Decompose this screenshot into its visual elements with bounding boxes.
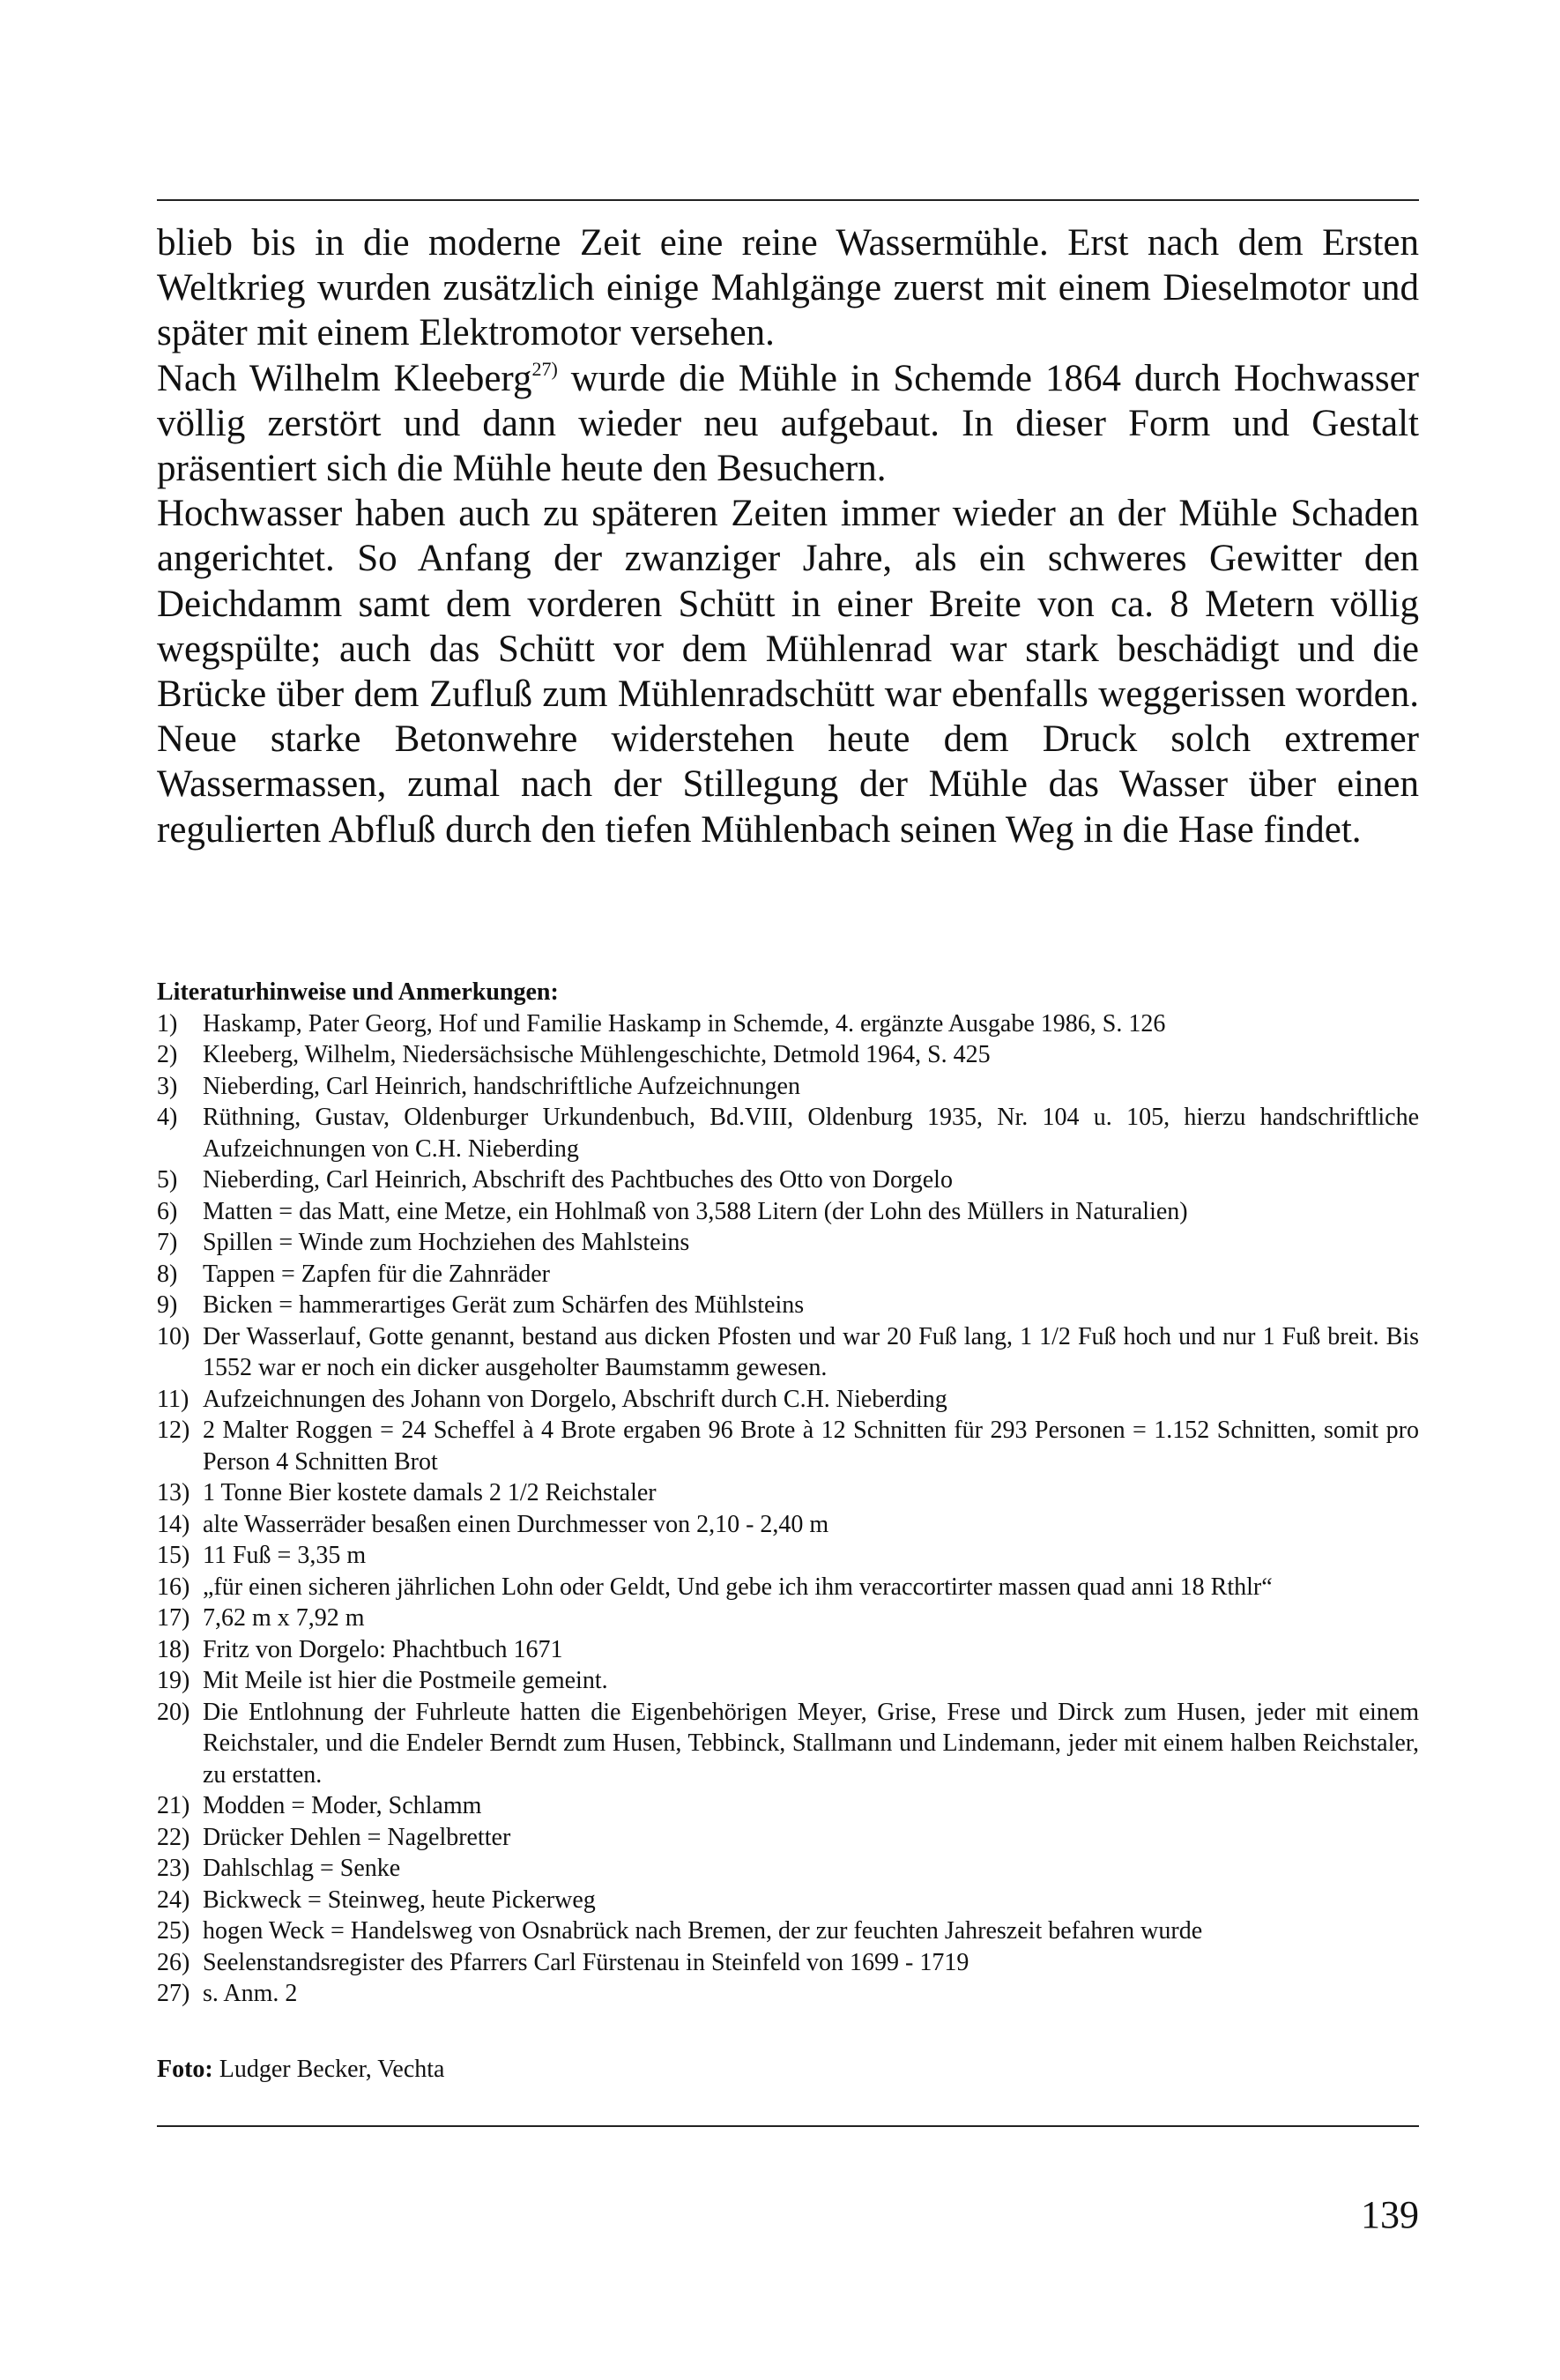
reference-item [157, 1822, 1419, 1854]
top-rule [157, 199, 1419, 201]
reference-text: Haskamp, Pater Georg, Hof und Familie Haskamp in Schemde, 4. ergänzte Ausgabe 1986, S. 126 [203, 1009, 1166, 1038]
reference-item [157, 1196, 1419, 1228]
reference-text: Nieberding, Carl Heinrich, handschriftliche Aufzeichnungen [203, 1072, 800, 1100]
reference-item [157, 1477, 1419, 1509]
reference-item [157, 1665, 1419, 1697]
reference-text: Die Entlohnung der Fuhrleute hatten die Eigenbehörigen Meyer, Grise, Frese und Dirck zum Husen, jeder mit einem Reichstaler, und die Endeler Berndt zum Husen, Tebbinck, Stallmann und Lindemann, jeder mit einem halben Reichstaler, zu erstatten. [203, 1698, 1419, 1789]
reference-text: 2 Malter Roggen = 24 Scheffel à 4 Brote ergaben 96 Brote à 12 Schnitten für 293 Personen = 1.152 Schnitten, somit pro Person 4 Schnitten Brot [203, 1417, 1419, 1476]
references-section [157, 977, 1419, 2010]
reference-text: Drücker Dehlen = Nagelbretter [203, 1823, 511, 1851]
reference-number: 13) [157, 1479, 190, 1506]
reference-item [157, 1039, 1419, 1071]
reference-number: 21) [157, 1792, 190, 1819]
reference-number: 20) [157, 1698, 190, 1726]
reference-number: 10) [157, 1322, 190, 1350]
reference-text: Modden = Moder, Schlamm [203, 1792, 482, 1819]
reference-item [157, 1572, 1419, 1603]
reference-item [157, 1509, 1419, 1541]
reference-number: 22) [157, 1823, 190, 1851]
reference-text: Rüthning, Gustav, Oldenburger Urkundenbuch, Bd.VIII, Oldenburg 1935, Nr. 104 u. 105, hierzu handschriftliche Aufzeichnungen von C.H. Nieberding [203, 1104, 1419, 1163]
reference-number: 25) [157, 1917, 190, 1945]
reference-text: Fritz von Dorgelo: Phachtbuch 1671 [203, 1635, 563, 1663]
reference-item [157, 1164, 1419, 1196]
reference-item [157, 1915, 1419, 1947]
reference-number: 11) [157, 1385, 189, 1413]
reference-item [157, 1290, 1419, 1321]
reference-number: 16) [157, 1573, 190, 1601]
reference-item [157, 1978, 1419, 2010]
photo-credit-label: Foto: [157, 2056, 213, 2083]
paragraph: blieb bis in die moderne Zeit eine reine Wassermühle. Erst nach dem Ersten Weltkrieg wurden zusätzlich einige Mahlgänge zuerst mit einem Dieselmotor und später mit einem Elektromotor versehen. [157, 222, 1419, 354]
reference-text: Spillen = Winde zum Hochziehen des Mahlsteins [203, 1229, 690, 1256]
reference-number: 17) [157, 1604, 190, 1632]
reference-number: 1) [157, 1009, 178, 1038]
footnote-ref: 27) [531, 357, 558, 380]
reference-item [157, 1321, 1419, 1384]
reference-item [157, 1008, 1419, 1040]
reference-item [157, 1947, 1419, 1979]
reference-text: Kleeberg, Wilhelm, Niedersächsische Mühlengeschichte, Detmold 1964, S. 425 [203, 1041, 991, 1068]
reference-item [157, 1259, 1419, 1290]
main-text [157, 220, 1419, 852]
photo-credit-text: Ludger Becker, Vechta [212, 2056, 445, 2083]
reference-item [157, 1384, 1419, 1416]
reference-item [157, 1227, 1419, 1259]
reference-number: 23) [157, 1855, 190, 1882]
reference-text: Der Wasserlauf, Gotte genannt, bestand aus dicken Pfosten und war 20 Fuß lang, 1 1/2 Fuß hoch und nur 1 Fuß breit. Bis 1552 war er noch ein dicker ausgeholter Baumstamm gewesen. [203, 1322, 1419, 1381]
reference-number: 26) [157, 1948, 190, 1976]
reference-text: Nieberding, Carl Heinrich, Abschrift des Pachtbuches des Otto von Dorgelo [203, 1166, 953, 1194]
reference-number: 6) [157, 1197, 178, 1225]
reference-item [157, 1853, 1419, 1885]
reference-item [157, 1634, 1419, 1666]
reference-item [157, 1603, 1419, 1634]
reference-text: „für einen sicheren jährlichen Lohn oder Geldt, Und gebe ich ihm veraccortirter massen quad anni 18 Rthlr“ [203, 1573, 1273, 1601]
reference-text: 7,62 m x 7,92 m [203, 1604, 365, 1632]
reference-number: 8) [157, 1260, 178, 1288]
reference-text: Seelenstandsregister des Pfarrers Carl Fürstenau in Steinfeld von 1699 - 1719 [203, 1948, 969, 1976]
reference-text: Tappen = Zapfen für die Zahnräder [203, 1260, 550, 1288]
reference-item [157, 1697, 1419, 1791]
reference-text: Bicken = hammerartiges Gerät zum Schärfen des Mühlsteins [203, 1291, 805, 1319]
reference-number: 3) [157, 1072, 178, 1100]
photo-credit [157, 2054, 1419, 2085]
reference-number: 7) [157, 1229, 178, 1256]
reference-number: 2) [157, 1041, 178, 1068]
paragraph: Hochwasser haben auch zu späteren Zeiten immer wieder an der Mühle Schaden angerichtet. So Anfang der zwanziger Jahre, als ein schweres Gewitter den Deichdamm samt dem vorderen Schütt in einer Breite von ca. 8 Metern völlig wegspülte; auch das Schütt vor dem Mühlenrad war stark beschädigt und die Brücke über dem Zufluß zum Mühlenradschütt war ebenfalls weggerissen worden. Neue starke Betonwehre widerstehen heute dem Druck solch extremer Wassermassen, zumal nach der Stillegung der Mühle das Wasser über einen regulierten Abfluß durch den tiefen Mühlenbach seinen Weg in die Hase findet. [157, 493, 1419, 851]
reference-text: 11 Fuß = 3,35 m [203, 1542, 367, 1569]
reference-text: 1 Tonne Bier kostete damals 2 1/2 Reichstaler [203, 1479, 657, 1506]
reference-number: 19) [157, 1667, 190, 1694]
references-list [157, 1008, 1419, 2010]
reference-number: 15) [157, 1542, 190, 1569]
reference-number: 5) [157, 1166, 178, 1194]
page-number: 139 [1361, 2193, 1419, 2236]
reference-item [157, 1540, 1419, 1572]
paragraph: Nach Wilhelm Kleeberg$^{27)}$ wurde die Mühle in Schemde 1864 durch Hochwasser völlig zerstört und dann wieder neu aufgebaut. In dieser Form und Gestalt präsentiert sich die Mühle heute den Besuchern. [157, 357, 1419, 490]
reference-number: 12) [157, 1417, 190, 1444]
reference-text: Mit Meile ist hier die Postmeile gemeint. [203, 1667, 608, 1694]
reference-text: alte Wasserräder besaßen einen Durchmesser von 2,10 - 2,40 m [203, 1510, 829, 1538]
references-heading: Literaturhinweise und Anmerkungen: [157, 978, 559, 1006]
reference-text: Matten = das Matt, eine Metze, ein Hohlmaß von 3,588 Litern (der Lohn des Müllers in Naturalien) [203, 1197, 1188, 1225]
reference-text: Aufzeichnungen des Johann von Dorgelo, Abschrift durch C.H. Nieberding [203, 1385, 947, 1413]
reference-text: s. Anm. 2 [203, 1980, 298, 2007]
reference-text: hogen Weck = Handelsweg von Osnabrück nach Bremen, der zur feuchten Jahreszeit befahren wurde [203, 1917, 1203, 1945]
reference-number: 18) [157, 1635, 190, 1663]
reference-item [157, 1790, 1419, 1822]
reference-text: Dahlschlag = Senke [203, 1855, 401, 1882]
reference-item [157, 1071, 1419, 1103]
reference-number: 27) [157, 1980, 190, 2007]
reference-number: 24) [157, 1885, 190, 1914]
reference-number: 4) [157, 1104, 178, 1131]
reference-item [157, 1102, 1419, 1164]
reference-text: Bickweck = Steinweg, heute Pickerweg [203, 1885, 596, 1914]
reference-item [157, 1885, 1419, 1916]
reference-item [157, 1415, 1419, 1477]
reference-number: 9) [157, 1291, 178, 1319]
bottom-rule [157, 2125, 1419, 2127]
reference-number: 14) [157, 1510, 190, 1538]
